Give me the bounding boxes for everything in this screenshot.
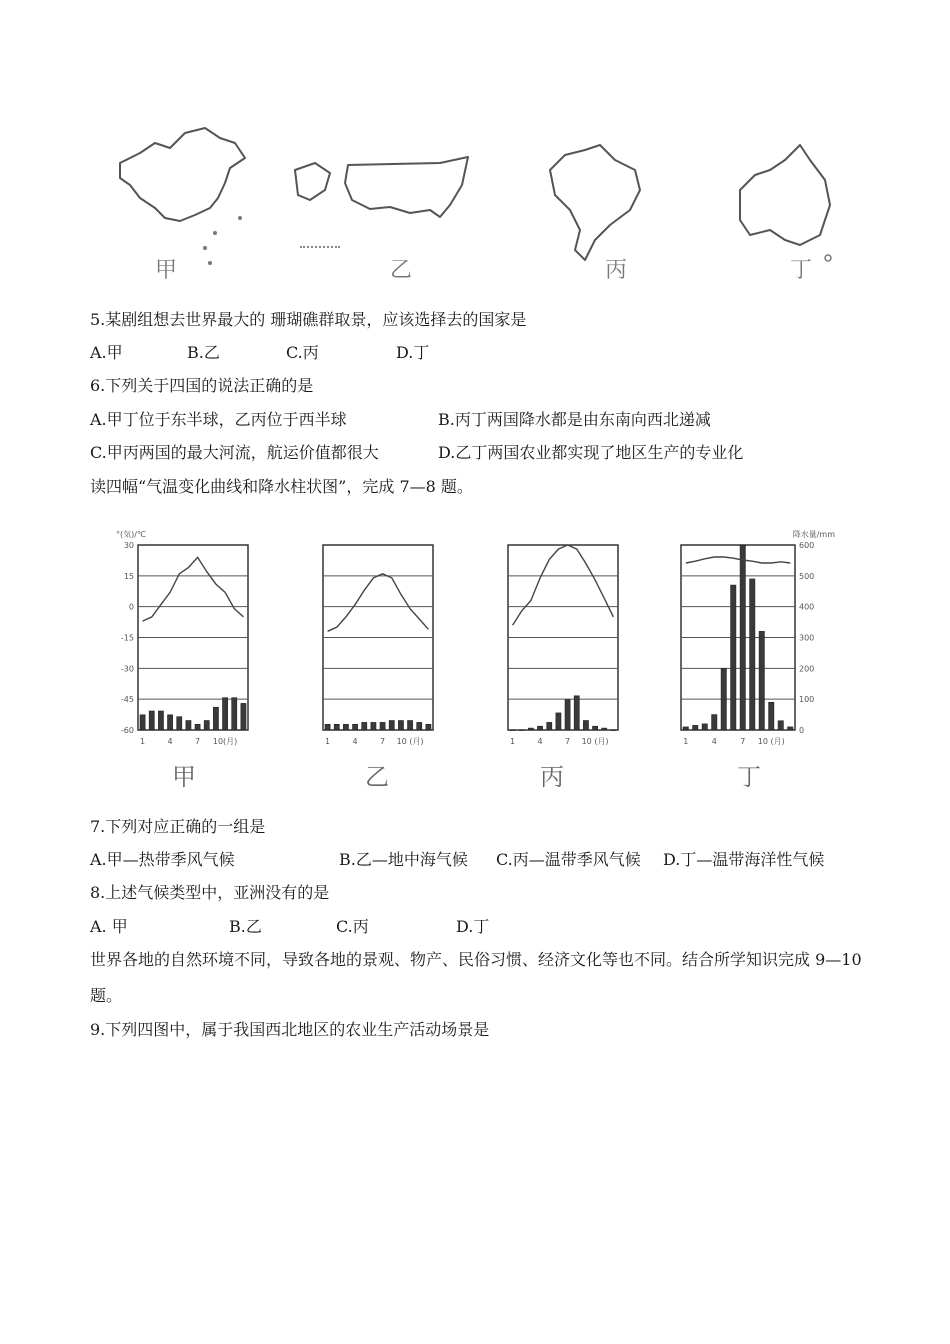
- left-axis-title: °(気)/℃: [116, 530, 146, 539]
- precip-bar: [398, 721, 403, 731]
- x-tick-label: 7: [565, 737, 571, 746]
- x-tick-label: 10(月): [212, 737, 238, 746]
- y-tick-label: 0: [799, 726, 805, 735]
- precip-bar: [204, 721, 209, 731]
- precip-bar: [213, 707, 218, 730]
- q7-option-d[interactable]: D.丁—温带海洋性气候: [663, 850, 825, 869]
- y-tick-label: 0: [128, 602, 134, 612]
- climate-chart-yi: [295, 525, 465, 790]
- y-tick-label: -30: [120, 664, 134, 674]
- y-tick-label: 400: [799, 602, 815, 612]
- q8-stem: 8.上述气候类型中，亚洲没有的是: [90, 883, 330, 902]
- y-tick-label: 30: [123, 541, 134, 550]
- q9-stem: 9.下列四图中，属于我国西北地区的农业生产活动场景是: [90, 1020, 490, 1039]
- chart-svg-bing: [480, 525, 650, 760]
- precip-bar: [177, 717, 182, 730]
- x-tick-label: 1: [683, 737, 689, 746]
- map-label-bing: 丙: [605, 258, 628, 283]
- precip-bar: [223, 698, 228, 730]
- q7-option-a[interactable]: A.甲—热带季风气候: [90, 850, 235, 869]
- q8-option-c[interactable]: C.丙: [336, 917, 369, 936]
- q5-option-c[interactable]: C.丙: [286, 343, 319, 362]
- precip-bar: [602, 728, 607, 730]
- q5-option-a[interactable]: A.甲: [90, 343, 123, 362]
- right-axis-title: 降水量/mm: [792, 530, 835, 539]
- intro-7-8: 读四幅“气温变化曲线和降水柱状图”，完成 7—8 题。: [90, 477, 473, 496]
- precip-bar: [574, 696, 579, 730]
- precip-bar: [408, 721, 413, 731]
- chart-label-bing: 丙: [540, 763, 564, 791]
- australia-map: [730, 140, 840, 260]
- q5-option-b[interactable]: B.乙: [187, 343, 220, 362]
- precip-bar: [712, 715, 717, 730]
- chart-label-ding: 丁: [737, 763, 761, 791]
- temperature-curve: [686, 557, 791, 563]
- map-label-ding: 丁: [790, 258, 813, 283]
- precip-bar: [721, 668, 726, 730]
- x-tick-label: 10 (月): [581, 737, 609, 746]
- precip-bar: [389, 721, 394, 731]
- brazil-outline-icon: [540, 140, 650, 270]
- precip-bar: [140, 715, 145, 730]
- brazil-map: [540, 140, 650, 270]
- q5-option-d[interactable]: D.丁: [396, 343, 430, 362]
- x-tick-label: 7: [740, 737, 746, 746]
- map-label-jia: 甲: [155, 258, 178, 283]
- intro-9-10-cont: 题。: [90, 986, 123, 1005]
- temperature-curve: [513, 545, 614, 625]
- q8-option-a[interactable]: A. 甲: [90, 917, 128, 936]
- precip-bar: [241, 703, 246, 730]
- climate-charts-figure: [110, 525, 840, 790]
- y-tick-label: 300: [799, 633, 815, 643]
- precip-bar: [510, 730, 515, 731]
- climate-chart-ding: [665, 525, 835, 790]
- precip-bar: [426, 724, 431, 730]
- q7-stem: 7.下列对应正确的一组是: [90, 817, 266, 836]
- precip-bar: [343, 724, 348, 730]
- x-tick-label: 7: [380, 737, 386, 746]
- precip-bar: [186, 721, 191, 731]
- climate-chart-bing: [480, 525, 650, 790]
- precip-bar: [583, 721, 588, 731]
- temperature-curve: [328, 574, 429, 632]
- country-maps-figure: [100, 115, 860, 290]
- map-label-yi: 乙: [390, 258, 413, 283]
- precip-bar: [593, 726, 598, 730]
- precip-bar: [168, 715, 173, 730]
- precip-bar: [565, 700, 570, 730]
- x-tick-label: 4: [711, 737, 717, 746]
- usa-outline-icon: [290, 155, 480, 235]
- precip-bar: [683, 727, 688, 730]
- q6-option-c[interactable]: C.甲丙两国的最大河流，航运价值都很大: [90, 443, 379, 462]
- y-tick-label: 15: [123, 571, 134, 581]
- x-tick-label: 1: [325, 737, 331, 746]
- precip-bar: [158, 711, 163, 730]
- usa-map: [290, 155, 480, 235]
- y-tick-label: -45: [120, 695, 134, 705]
- x-tick-label: 10 (月): [396, 737, 424, 746]
- precip-bar: [778, 721, 783, 730]
- precip-bar: [195, 724, 200, 730]
- x-tick-label: 4: [537, 737, 543, 746]
- q7-option-c[interactable]: C.丙—温带季风气候: [496, 850, 641, 869]
- precip-bar: [769, 702, 774, 730]
- y-tick-label: 600: [799, 541, 815, 550]
- precip-bar: [149, 711, 154, 730]
- q6-option-a[interactable]: A.甲丁位于东半球，乙丙位于西半球: [90, 410, 347, 429]
- q5-stem: 5.某剧组想去世界最大的 珊瑚礁群取景，应该选择去的国家是: [90, 310, 527, 329]
- y-tick-label: -60: [120, 726, 134, 735]
- q6-stem: 6.下列关于四国的说法正确的是: [90, 376, 314, 395]
- precip-bar: [702, 724, 707, 730]
- precip-bar: [325, 724, 330, 730]
- precip-bar: [417, 722, 422, 730]
- china-outline-icon: [110, 123, 250, 243]
- climate-chart-jia: [110, 525, 280, 790]
- precip-bar: [371, 722, 376, 730]
- precip-bar: [538, 726, 543, 730]
- q7-option-b[interactable]: B.乙—地中海气候: [339, 850, 468, 869]
- x-tick-label: 4: [352, 737, 358, 746]
- precip-bar: [380, 722, 385, 730]
- chart-label-yi: 乙: [365, 763, 389, 791]
- x-tick-label: 1: [510, 737, 516, 746]
- intro-9-10: 世界各地的自然环境不同，导致各地的景观、物产、民俗习惯、经济文化等也不同。结合所学知识完成 9—10: [90, 950, 862, 969]
- x-tick-label: 10 (月): [757, 737, 785, 746]
- precip-bar: [232, 698, 237, 730]
- x-tick-label: 1: [140, 737, 146, 746]
- x-tick-label: 7: [195, 737, 201, 746]
- q8-option-b[interactable]: B.乙: [229, 917, 262, 936]
- precip-bar: [611, 730, 616, 731]
- y-tick-label: 500: [799, 571, 815, 581]
- precip-bar: [547, 722, 552, 730]
- chart-svg-jia: [110, 525, 280, 760]
- precip-bar: [731, 585, 736, 730]
- chart-svg-ding: [665, 525, 840, 760]
- precip-bar: [528, 728, 533, 730]
- precip-bar: [362, 722, 367, 730]
- precip-bar: [334, 724, 339, 730]
- precip-bar: [759, 631, 764, 730]
- q6-option-d[interactable]: D.乙丁两国农业都实现了地区生产的专业化: [438, 443, 744, 462]
- chart-svg-yi: [295, 525, 465, 760]
- precip-bar: [788, 727, 793, 730]
- q6-option-b[interactable]: B.丙丁两国降水都是由东南向西北递减: [438, 410, 711, 429]
- x-tick-label: 4: [167, 737, 173, 746]
- precip-bar: [556, 713, 561, 730]
- precip-bar: [693, 725, 698, 730]
- q8-option-d[interactable]: D.丁: [456, 917, 490, 936]
- y-tick-label: 200: [799, 664, 815, 674]
- precip-bar: [353, 724, 358, 730]
- chart-label-jia: 甲: [172, 763, 196, 791]
- y-tick-label: -15: [120, 633, 134, 643]
- temperature-curve: [143, 557, 244, 621]
- precip-bar: [740, 545, 745, 730]
- precip-bar: [519, 730, 524, 731]
- y-tick-label: 100: [799, 695, 815, 705]
- precip-bar: [750, 579, 755, 730]
- china-map: [110, 123, 250, 243]
- australia-outline-icon: [730, 140, 840, 260]
